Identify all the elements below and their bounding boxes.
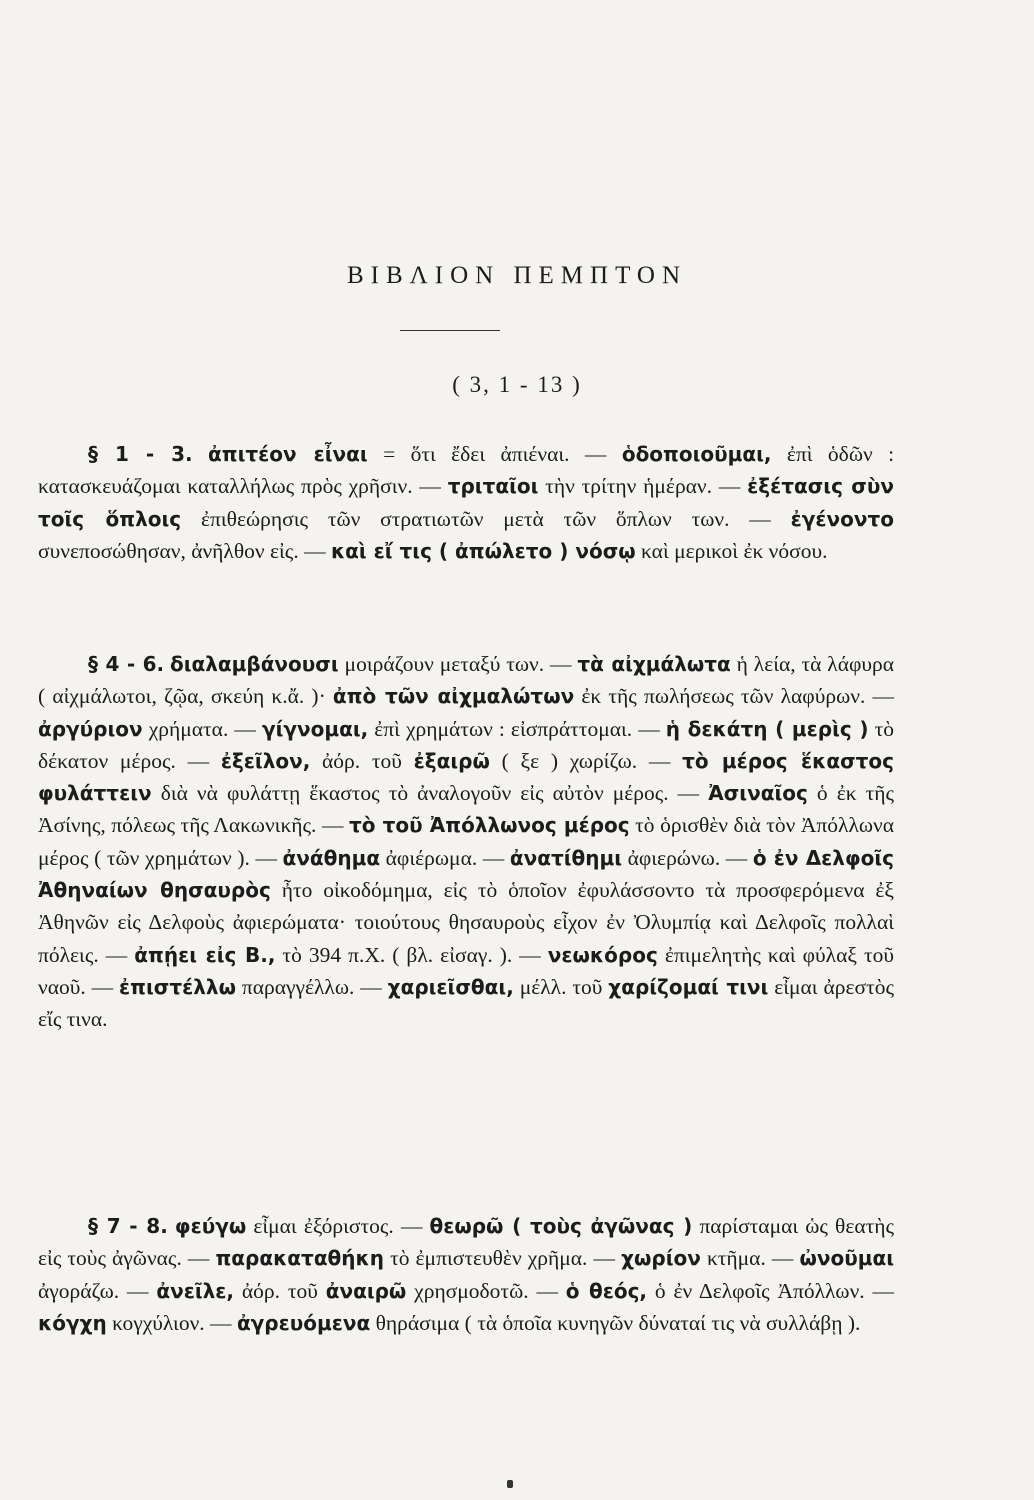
gloss: μοιράζουν μεταξύ των. —: [344, 652, 572, 676]
title-divider: [400, 330, 500, 331]
gloss: συνεποσώθησαν, ἀνῆλθον εἰς. —: [38, 538, 326, 563]
gloss: παραγγέλλω. —: [241, 974, 382, 999]
lemma: διαλαμβάνουσι: [169, 652, 339, 676]
gloss: τὸ ἐμπιστευθὲν χρῆμα. —: [390, 1246, 616, 1271]
lemma: ἡ δεκάτη ( μερὶς ): [665, 716, 869, 741]
lemma: ἀνατίθημι: [509, 845, 623, 870]
chapter-range: ( 3, 1 - 13 ): [452, 372, 582, 397]
commentary-section-2: [38, 648, 894, 1036]
lemma: ὠνοῦμαι: [799, 1246, 894, 1271]
lemma: ἐγένοντο: [790, 506, 895, 531]
gloss: ἦτο οἰκοδόμημα, εἰς τὸ ὁποῖον ἐφυλάσσοντο τὰ προσφερόμενα ἐξ Ἀθηνῶν εἰς Δελφοὺς ἀφιερώματα· τοιούτους θησαυροὺς εἶχον ἐν Ὀλυμπίᾳ καὶ Δελφοῖς πολλαὶ πόλεις. —: [38, 878, 895, 967]
lemma: νεωκόρος: [547, 942, 658, 967]
gloss: ἐπὶ χρημάτων : εἰσπράττομαι. —: [374, 716, 660, 741]
lemma: ἀναιρῶ: [325, 1278, 407, 1303]
gloss: παρίσταμαι ὡς θεατὴς εἰς τοὺς ἀγῶνας. —: [38, 1214, 895, 1271]
chapter-title: ΒΙΒΛΙΟΝ ΠΕΜΠΤΟΝ: [346, 262, 688, 289]
gloss: ἀόρ. τοῦ: [322, 748, 402, 773]
lemma: ὁδοποιοῦμαι,: [621, 442, 772, 466]
gloss: τὴν τρίτην ἡμέραν. —: [545, 474, 741, 499]
lemma: ἀπὸ τῶν αἰχμαλώτων: [332, 684, 575, 709]
gloss: χρησμοδοτῶ. —: [414, 1278, 558, 1303]
lemma: ἐπιστέλλω: [119, 974, 236, 999]
lemma: ἀνεῖλε,: [156, 1278, 235, 1303]
section-paragraph: [38, 438, 894, 567]
lemma: χαριεῖσθαι,: [387, 974, 514, 999]
lemma: ὁ θεός,: [565, 1278, 648, 1303]
lemma: ὁ ἐν Δελφοῖς Ἀθηναίων θησαυρὸς: [38, 845, 894, 903]
lemma: ἐξεῖλον,: [220, 748, 311, 773]
section-number: § 4 - 6.: [88, 652, 165, 676]
gloss: ( ξε ) χωρίζω. —: [501, 748, 671, 773]
lemma: ἀγρευόμενα: [236, 1310, 371, 1335]
gloss: ἡ λεία, τὰ λάφυρα ( αἰχμάλωτοι, ζῷα, σκεύη κ.ἄ. )·: [38, 652, 895, 709]
gloss: κτῆμα. —: [706, 1246, 794, 1271]
commentary-section-1: [38, 438, 894, 567]
ink-speck: [507, 1480, 513, 1488]
gloss: ἐπιθεώρησις τῶν στρατιωτῶν μετὰ τῶν ὅπλων των. —: [201, 506, 771, 531]
gloss: κογχύλιον. —: [112, 1310, 232, 1335]
lemma: χωρίον: [621, 1246, 701, 1271]
lemma: ἀνάθημα: [282, 845, 381, 870]
gloss: ἀφιέρωμα. —: [385, 845, 505, 870]
lemma: ἐξαιρῶ: [413, 748, 490, 773]
lemma: Ἀσιναῖος: [708, 781, 808, 806]
section-number: § 1 - 3.: [88, 442, 193, 466]
gloss: ἐπιμελητὴς καὶ φύλαξ τοῦ ναοῦ. —: [38, 942, 895, 999]
gloss: ἀόρ. τοῦ: [241, 1278, 318, 1303]
gloss: ἐπὶ ὁδῶν : κατασκευάζομαι καταλλήλως πρὸς χρῆσιν. —: [38, 442, 895, 499]
section-paragraph: [38, 1210, 894, 1339]
lemma: ἐξέτασις σὺν τοῖς ὅπλοις: [38, 474, 895, 531]
gloss: ἀφιερώνω. —: [627, 845, 748, 870]
lemma: ἀπιτέον εἶναι: [208, 442, 368, 466]
lemma: ἀπῄει εἰς Β.,: [134, 942, 276, 967]
section-paragraph: [38, 648, 894, 1036]
lemma: παρακαταθήκη: [215, 1246, 384, 1271]
commentary-section-3: [38, 1210, 894, 1339]
gloss: ἀγοράζω. —: [38, 1278, 149, 1303]
gloss: θηράσιμα ( τὰ ὁποῖα κυνηγῶν δύναταί τις νὰ συλλάβῃ ).: [375, 1310, 861, 1335]
gloss: χρήματα. —: [148, 716, 256, 741]
gloss: τὸ 394 π.Χ. ( βλ. εἰσαγ. ). —: [282, 942, 541, 967]
lemma: χαρίζομαί τινι: [608, 974, 769, 999]
lemma: τὸ μέρος ἕκαστος φυλάττειν: [38, 748, 895, 806]
lemma: κόγχη: [38, 1310, 107, 1335]
lemma: τριταῖοι: [447, 474, 539, 499]
lemma: τὸ τοῦ Ἀπόλλωνος μέρος: [349, 813, 630, 838]
lemma: γίγνομαι,: [261, 716, 369, 741]
lemma: καὶ εἴ τις ( ἀπώλετο ) νόσῳ: [330, 538, 636, 563]
gloss: μέλλ. τοῦ: [519, 974, 603, 999]
gloss: τὸ δέκατον μέρος. —: [38, 716, 894, 773]
gloss: ὁ ἐν Δελφοῖς Ἀπόλλων. —: [654, 1278, 895, 1303]
lemma: τὰ αἰχμάλωτα: [577, 652, 731, 676]
gloss: διὰ νὰ φυλάττῃ ἕκαστος τὸ ἀναλογοῦν εἰς αὐτὸν μέρος. —: [160, 781, 700, 806]
gloss: εἶμαι ἀρεστὸς εἴς τινα.: [38, 974, 894, 1032]
gloss: ὁ ἐκ τῆς Ἀσίνης, πόλεως τῆς Λακωνικῆς. —: [38, 781, 895, 838]
section-number: § 7 - 8.: [88, 1214, 168, 1238]
gloss: εἶμαι ἐξόριστος. —: [253, 1214, 423, 1238]
lemma: φεύγω: [174, 1214, 247, 1238]
gloss: τὸ ὁρισθὲν διὰ τὸν Ἀπόλλωνα μέρος ( τῶν χρημάτων ). —: [38, 813, 895, 870]
lemma: θεωρῶ ( τοὺς ἀγῶνας ): [429, 1214, 693, 1238]
lemma: ἀργύριον: [38, 716, 143, 741]
gloss: ἐκ τῆς πωλήσεως τῶν λαφύρων. —: [581, 684, 894, 709]
gloss: = ὅτι ἔδει ἀπιέναι. —: [383, 442, 607, 466]
gloss: καὶ μερικοὶ ἐκ νόσου.: [641, 538, 828, 563]
